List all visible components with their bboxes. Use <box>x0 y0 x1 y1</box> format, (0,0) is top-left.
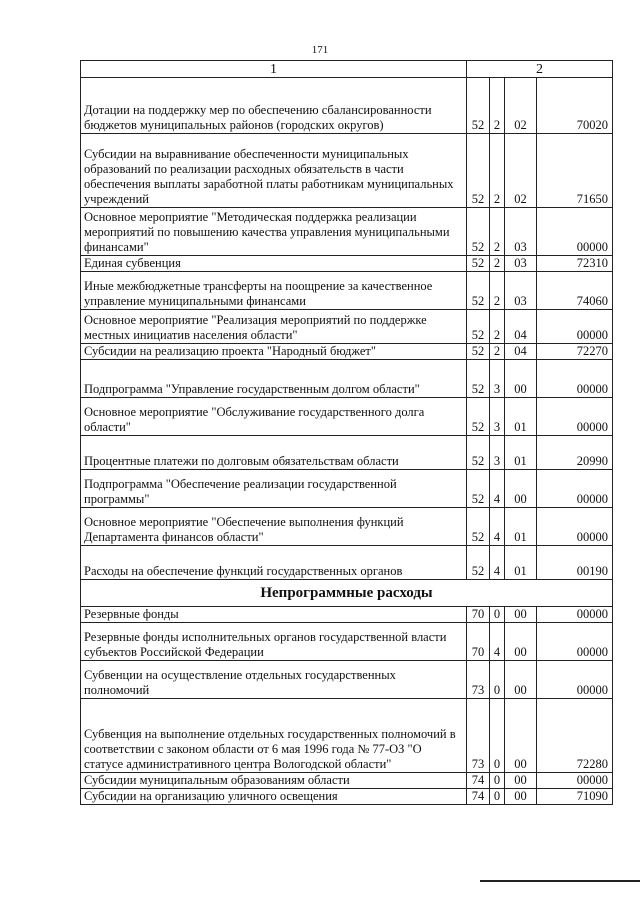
code-program: 70 <box>467 607 490 623</box>
code-event: 00 <box>505 470 537 508</box>
section-row <box>81 580 613 607</box>
code-program: 52 <box>467 272 490 310</box>
code-event: 01 <box>505 398 537 436</box>
code-program: 52 <box>467 470 490 508</box>
table-row <box>81 256 613 272</box>
table-row <box>81 310 613 344</box>
row-name: Субсидии на реализацию проекта "Народный бюджет" <box>81 344 467 360</box>
code-subprogram: 4 <box>490 546 505 580</box>
header-col-1: 1 <box>81 61 467 78</box>
header-col-2: 2 <box>467 61 613 78</box>
table-row <box>81 134 613 208</box>
code-subprogram: 4 <box>490 508 505 546</box>
row-name: Основное мероприятие "Обслуживание государственного долга области" <box>81 398 467 436</box>
code-program: 52 <box>467 360 490 398</box>
code-direction: 00190 <box>537 546 613 580</box>
budget-classification-table <box>80 60 613 805</box>
code-program: 74 <box>467 773 490 789</box>
code-direction: 72310 <box>537 256 613 272</box>
code-subprogram: 4 <box>490 470 505 508</box>
code-direction: 00000 <box>537 661 613 699</box>
code-event: 02 <box>505 134 537 208</box>
row-name: Резервные фонды исполнительных органов государственной власти субъектов Российской Федерации <box>81 623 467 661</box>
code-event: 04 <box>505 310 537 344</box>
row-name: Субсидии на организацию уличного освещения <box>81 789 467 805</box>
code-program: 52 <box>467 208 490 256</box>
code-event: 00 <box>505 360 537 398</box>
row-name: Субсидии на выравнивание обеспеченности муниципальных образований по реализации расходных обязательств в части обеспечения выплаты заработной платы работникам муниципальных учреждений <box>81 134 467 208</box>
code-event: 03 <box>505 272 537 310</box>
code-direction: 72270 <box>537 344 613 360</box>
code-subprogram: 0 <box>490 661 505 699</box>
program-rows <box>81 78 613 580</box>
row-name: Резервные фонды <box>81 607 467 623</box>
code-subprogram: 2 <box>490 208 505 256</box>
table-row <box>81 470 613 508</box>
table-row <box>81 78 613 134</box>
code-subprogram: 0 <box>490 773 505 789</box>
row-name: Основное мероприятие "Реализация мероприятий по поддержке местных инициатив населения области" <box>81 310 467 344</box>
code-subprogram: 2 <box>490 78 505 134</box>
code-direction: 00000 <box>537 360 613 398</box>
code-event: 02 <box>505 78 537 134</box>
table-row <box>81 661 613 699</box>
code-subprogram: 4 <box>490 623 505 661</box>
code-direction: 00000 <box>537 508 613 546</box>
code-subprogram: 2 <box>490 310 505 344</box>
row-name: Субсидии муниципальным образованиям области <box>81 773 467 789</box>
code-direction: 00000 <box>537 607 613 623</box>
table-row <box>81 360 613 398</box>
table-row <box>81 344 613 360</box>
section-title: Непрограммные расходы <box>81 580 613 607</box>
row-name: Субвенция на выполнение отдельных государственных полномочий в соответствии с законом области от 6 мая 1996 года № 77-ОЗ "О статусе административного центра Вологодской области" <box>81 699 467 773</box>
code-subprogram: 2 <box>490 256 505 272</box>
code-program: 52 <box>467 310 490 344</box>
nonprogram-rows <box>81 607 613 805</box>
code-program: 52 <box>467 134 490 208</box>
code-program: 73 <box>467 661 490 699</box>
code-event: 00 <box>505 661 537 699</box>
code-direction: 00000 <box>537 398 613 436</box>
code-direction: 74060 <box>537 272 613 310</box>
table-row <box>81 508 613 546</box>
code-subprogram: 2 <box>490 344 505 360</box>
table-row <box>81 546 613 580</box>
row-name: Расходы на обеспечение функций государственных органов <box>81 546 467 580</box>
page-number: 171 <box>311 44 329 56</box>
code-subprogram: 2 <box>490 134 505 208</box>
code-direction: 20990 <box>537 436 613 470</box>
code-program: 52 <box>467 78 490 134</box>
table-row <box>81 789 613 805</box>
code-direction: 71090 <box>537 789 613 805</box>
code-event: 01 <box>505 436 537 470</box>
code-event: 01 <box>505 508 537 546</box>
code-direction: 00000 <box>537 470 613 508</box>
code-direction: 00000 <box>537 623 613 661</box>
row-name: Подпрограмма "Обеспечение реализации государственной программы" <box>81 470 467 508</box>
code-subprogram: 0 <box>490 699 505 773</box>
table-row <box>81 398 613 436</box>
code-direction: 00000 <box>537 310 613 344</box>
code-direction: 70020 <box>537 78 613 134</box>
code-program: 52 <box>467 436 490 470</box>
code-program: 52 <box>467 508 490 546</box>
code-event: 04 <box>505 344 537 360</box>
code-subprogram: 3 <box>490 360 505 398</box>
row-name: Субвенции на осуществление отдельных государственных полномочий <box>81 661 467 699</box>
table-row <box>81 208 613 256</box>
code-direction: 00000 <box>537 208 613 256</box>
code-direction: 71650 <box>537 134 613 208</box>
code-event: 03 <box>505 256 537 272</box>
code-subprogram: 2 <box>490 272 505 310</box>
code-event: 00 <box>505 623 537 661</box>
code-program: 52 <box>467 546 490 580</box>
code-event: 01 <box>505 546 537 580</box>
code-subprogram: 3 <box>490 398 505 436</box>
code-subprogram: 0 <box>490 607 505 623</box>
code-event: 00 <box>505 699 537 773</box>
code-event: 00 <box>505 789 537 805</box>
table-row <box>81 699 613 773</box>
code-event: 00 <box>505 607 537 623</box>
row-name: Иные межбюджетные трансферты на поощрение за качественное управление муниципальными финансами <box>81 272 467 310</box>
bottom-divider <box>480 880 640 882</box>
table-row <box>81 623 613 661</box>
table-row <box>81 773 613 789</box>
row-name: Основное мероприятие "Методическая поддержка реализации мероприятий по повышению качества управления муниципальными финансами" <box>81 208 467 256</box>
row-name: Процентные платежи по долговым обязательствам области <box>81 436 467 470</box>
row-name: Подпрограмма "Управление государственным долгом области" <box>81 360 467 398</box>
code-direction: 00000 <box>537 773 613 789</box>
table-row <box>81 436 613 470</box>
code-program: 73 <box>467 699 490 773</box>
code-program: 74 <box>467 789 490 805</box>
code-subprogram: 0 <box>490 789 505 805</box>
code-program: 52 <box>467 344 490 360</box>
code-event: 00 <box>505 773 537 789</box>
row-name: Дотации на поддержку мер по обеспечению сбалансированности бюджетов муниципальных районов (городских округов) <box>81 78 467 134</box>
row-name: Основное мероприятие "Обеспечение выполнения функций Департамента финансов области" <box>81 508 467 546</box>
table-row <box>81 607 613 623</box>
code-direction: 72280 <box>537 699 613 773</box>
code-program: 52 <box>467 256 490 272</box>
table-header-row <box>81 61 613 78</box>
code-program: 70 <box>467 623 490 661</box>
table-row <box>81 272 613 310</box>
code-event: 03 <box>505 208 537 256</box>
code-subprogram: 3 <box>490 436 505 470</box>
code-program: 52 <box>467 398 490 436</box>
row-name: Единая субвенция <box>81 256 467 272</box>
